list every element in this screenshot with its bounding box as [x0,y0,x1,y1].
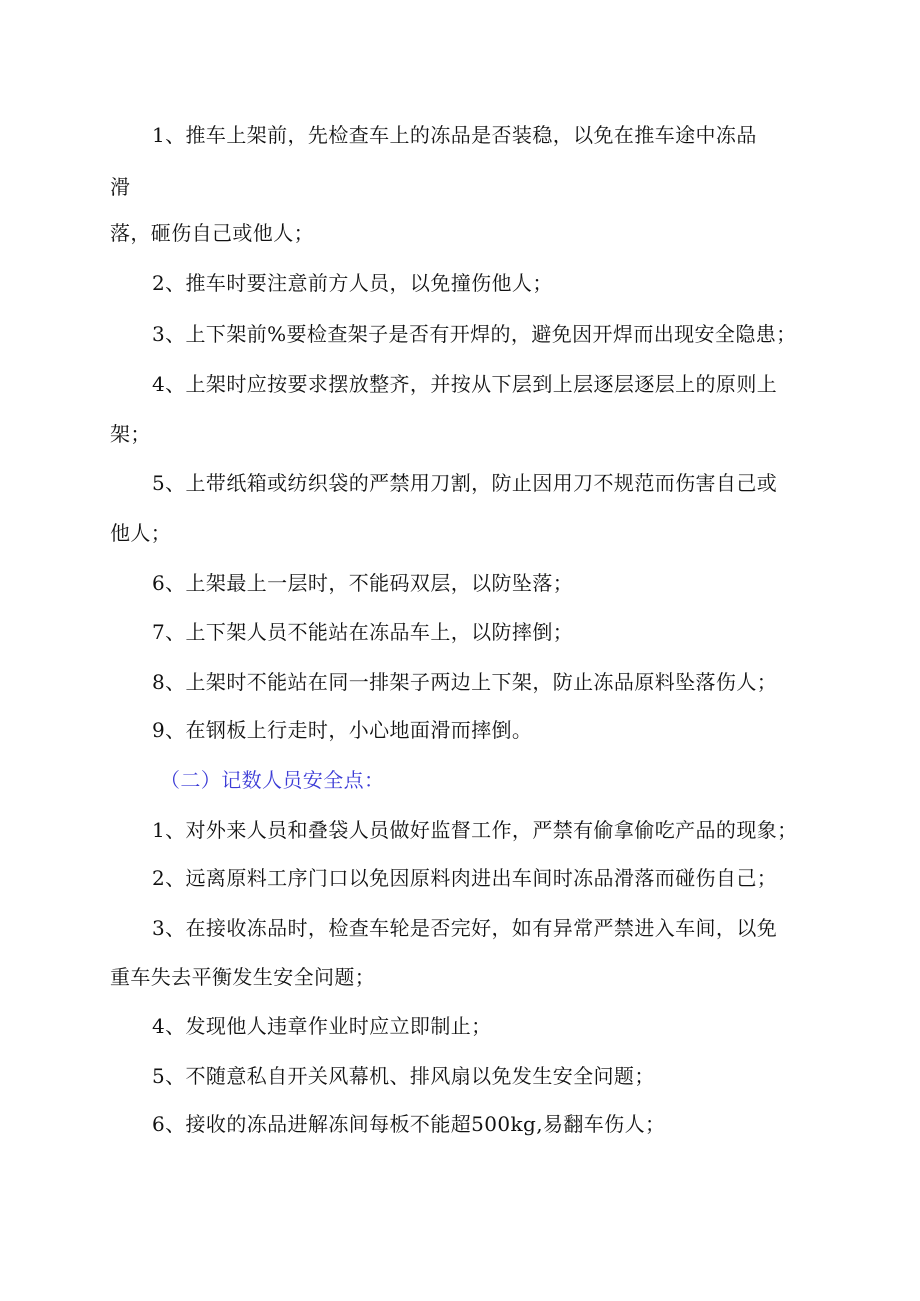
item-1-line-2: 滑 [110,175,131,199]
record-item-3-line-2: 重车失去平衡发生安全问题； [110,965,376,989]
item-6: 6、上架最上一层时，不能码双层，以防坠落； [152,571,574,595]
item-4-line-2: 架； [110,422,151,446]
record-item-1: 1、对外来人员和叠袋人员做好监督工作，严禁有偷拿偷吃产品的现象； [152,818,798,842]
item-5-line-1: 5、上带纸箱或纺织袋的严禁用刀割，防止因用刀不规范而伤害自己或 [152,471,778,495]
item-5-line-2: 他人； [110,521,172,545]
item-2: 2、推车时要注意前方人员，以免撞伤他人； [152,271,553,295]
record-item-3-line-1: 3、在接收冻品时，检查车轮是否完好，如有异常严禁进入车间，以免 [152,916,778,940]
record-item-6: 6、接收的冻品进解冻间每板不能超500kg,易翻车伤人； [152,1112,666,1136]
item-8: 8、上架时不能站在同一排架子两边上下架，防止冻品原料坠落伤人； [152,670,778,694]
item-1-line-3: 落，砸伤自己或他人； [110,221,314,245]
item-9: 9、在钢板上行走时，小心地面滑而摔倒。 [152,718,533,742]
item-3: 3、上下架前%要检查架子是否有开焊的，避免因开焊而出现安全隐患； [152,322,797,346]
record-item-4: 4、发现他人违章作业时应立即制止； [152,1014,492,1038]
item-1-line-1: 1、推车上架前，先检查车上的冻品是否装稳，以免在推车途中冻品 [152,123,757,147]
item-7: 7、上下架人员不能站在冻品车上，以防摔倒； [152,620,574,644]
item-4-line-1: 4、上架时应按要求摆放整齐，并按从下层到上层逐层逐层上的原则上 [152,372,778,396]
record-item-2: 2、远离原料工序门口以免因原料肉进出车间时冻品滑落而碰伤自己； [152,866,778,890]
section-heading: （二）记数人员安全点： [160,768,385,792]
record-item-5: 5、不随意私自开关风幕机、排风扇以免发生安全问题； [152,1064,655,1088]
